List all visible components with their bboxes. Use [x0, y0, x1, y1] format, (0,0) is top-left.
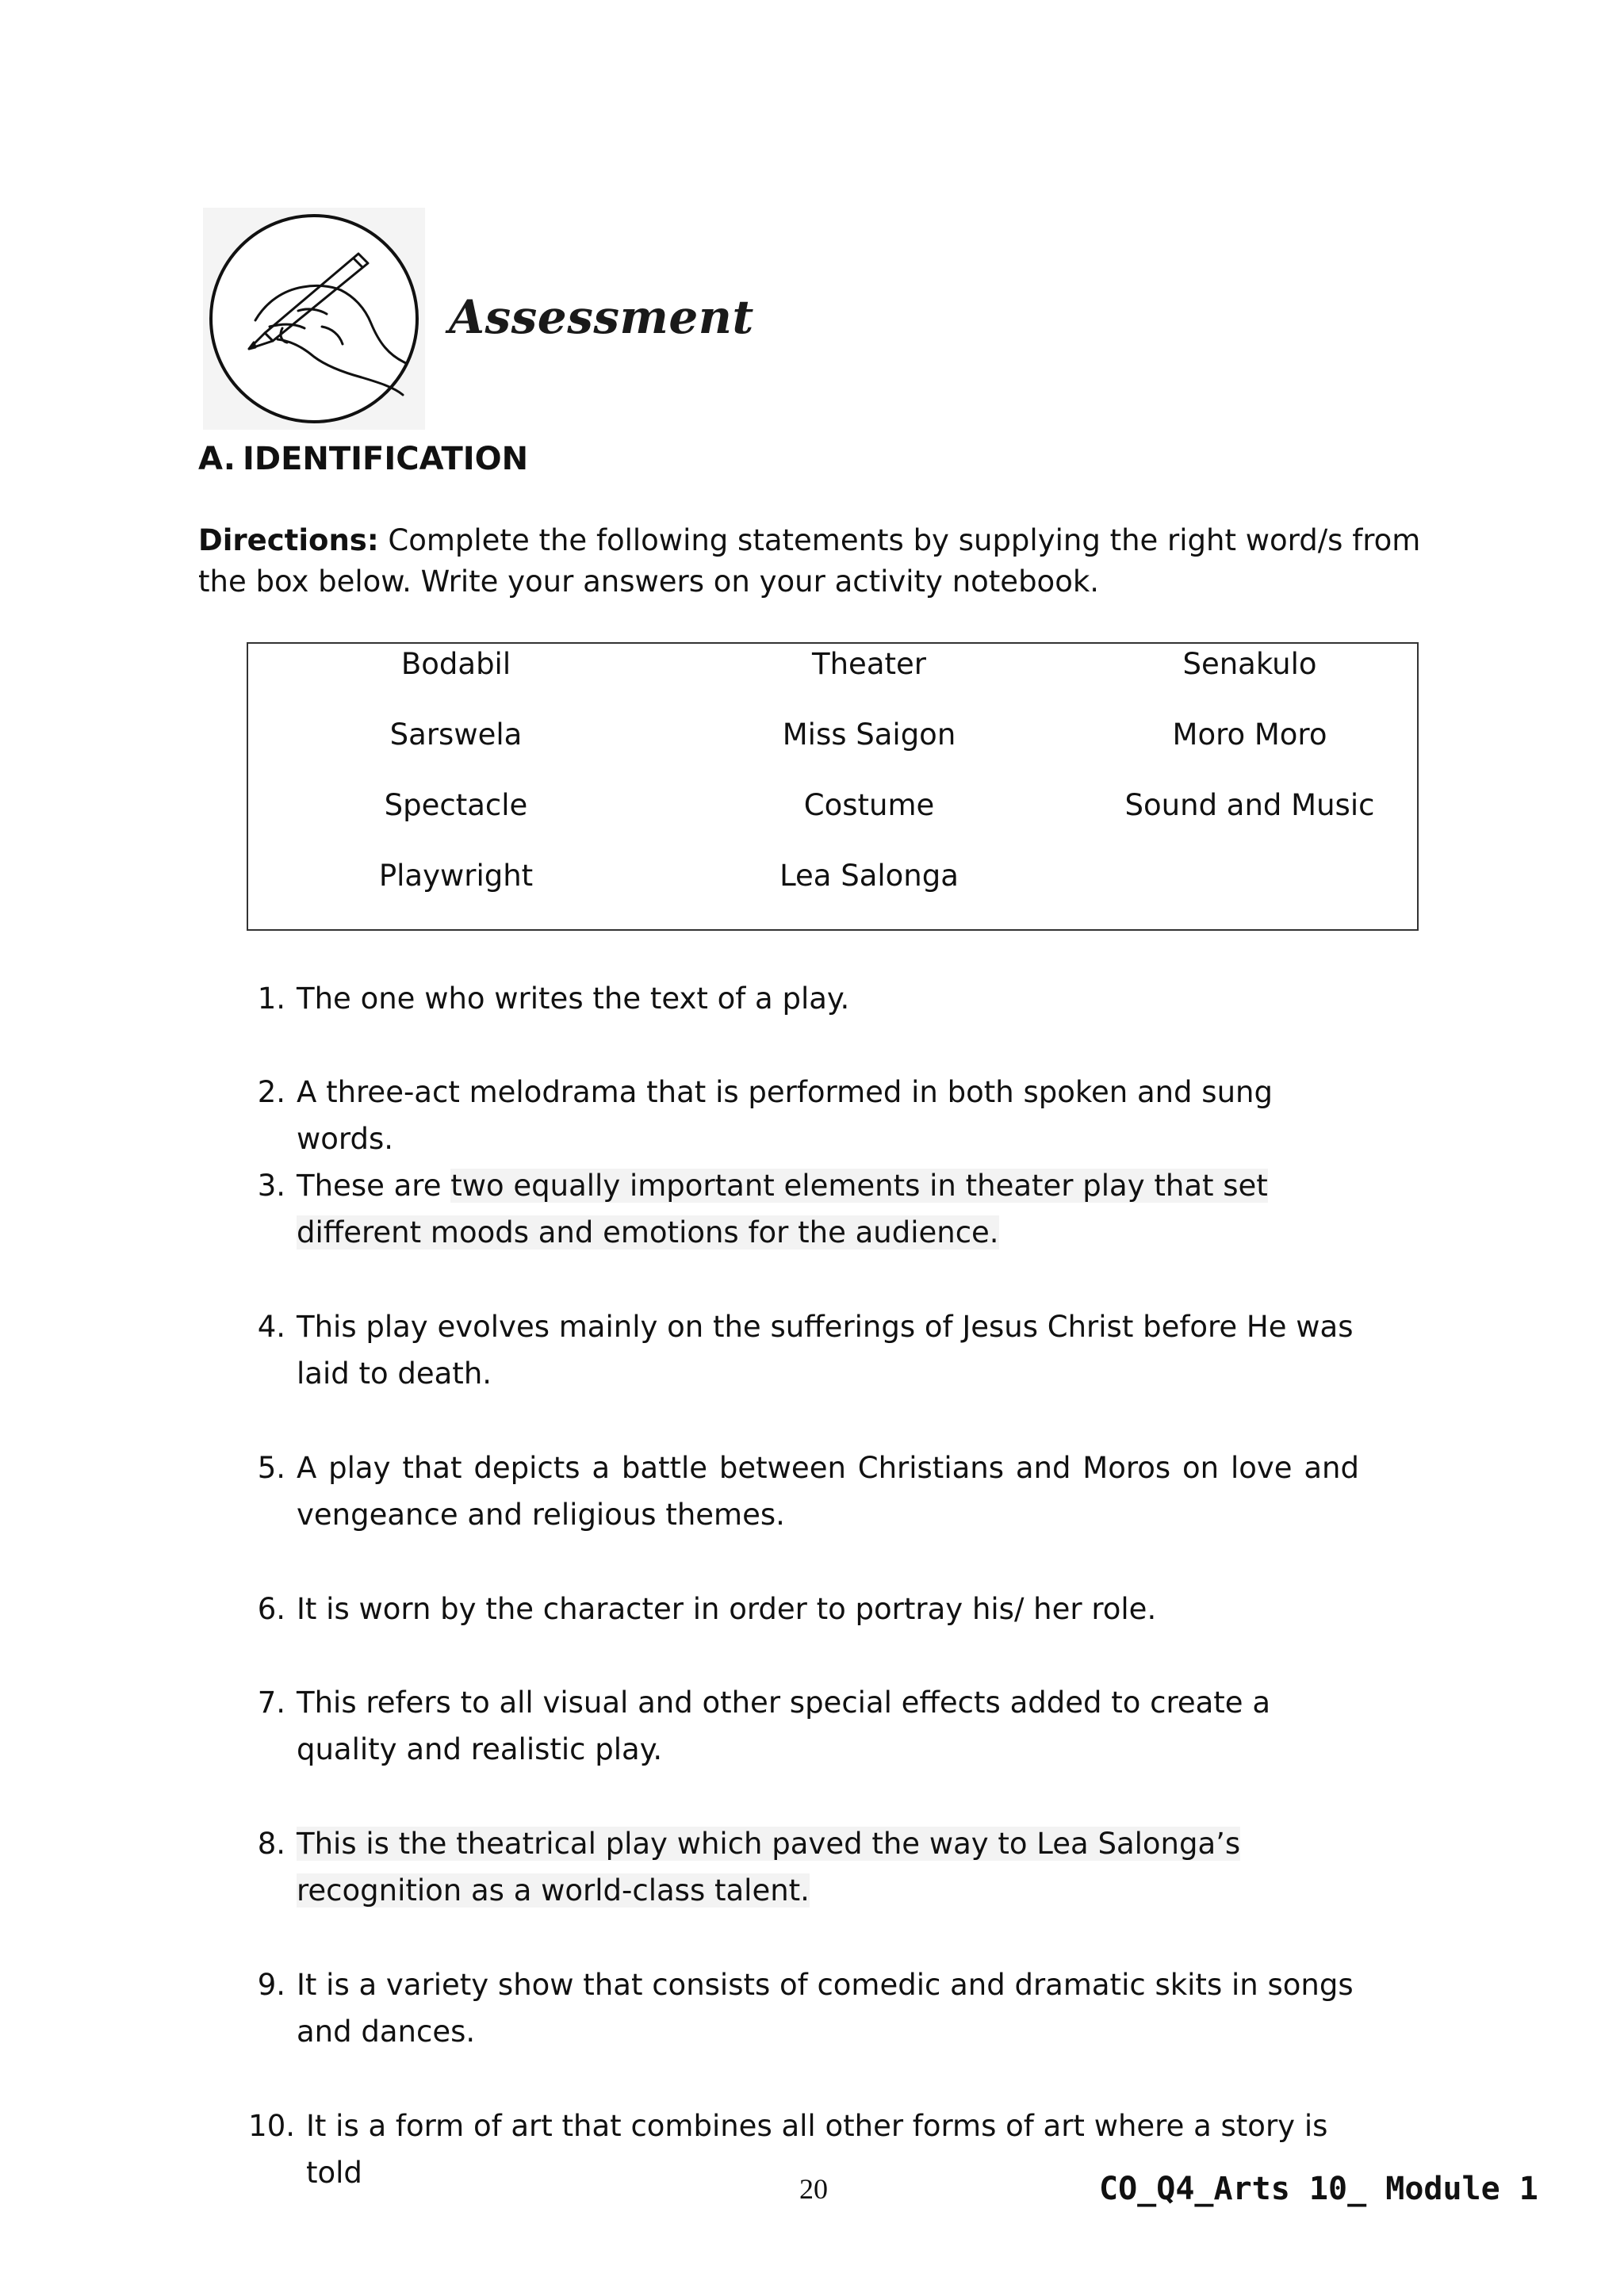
question-text: This refers to all visual and other special effects added to create a quality and realistic play.: [297, 1686, 1271, 1766]
word-bank-box: [247, 642, 1419, 931]
question-number: 3.: [257, 1169, 285, 1203]
question-text: The one who writes the text of a play.: [297, 982, 850, 1016]
word-bank-item: Moro Moro: [1172, 718, 1327, 752]
question-number: 8.: [257, 1827, 285, 1861]
word-bank-item: Playwright: [378, 859, 534, 893]
word-bank-item: Spectacle: [384, 788, 528, 822]
directions-paragraph: [198, 520, 1435, 603]
question-number: 7.: [257, 1686, 285, 1720]
question-text: It is a form of art that combines all other forms of art where a story is told: [306, 2109, 1328, 2190]
word-bank-item: Lea Salonga: [779, 859, 959, 893]
module-code: CO_Q4_Arts 10_ Module 1: [1099, 2171, 1538, 2207]
question-text: A three-act melodrama that is performed in both spoken and sung words.: [297, 1075, 1273, 1156]
page-number: 20: [799, 2173, 828, 2205]
section-heading: [198, 441, 528, 477]
question-text: This play evolves mainly on the sufferings of Jesus Christ before He was laid to death.: [297, 1310, 1354, 1391]
question-number: 9.: [257, 1968, 285, 2002]
section-title: IDENTIFICATION: [243, 441, 529, 477]
word-bank-item: Theater: [812, 647, 926, 681]
highlighted-text: two equally important elements in theater play that set different moods and emotions for the audience.: [297, 1169, 1268, 1249]
word-bank-item: Sound and Music: [1124, 788, 1375, 822]
question-text-part: These are: [297, 1169, 451, 1203]
question-number: 2.: [257, 1075, 285, 1109]
question-text: It is worn by the character in order to portray his/ her role.: [297, 1592, 1157, 1626]
question-text: [297, 1820, 1359, 1914]
directions-text: Complete the following statements by supplying the right word/s from the box below. Write your answers on your activity notebook.: [198, 523, 1421, 599]
section-letter: A.: [198, 441, 236, 477]
question-text: [297, 1162, 1359, 1256]
word-bank-item: Sarswela: [389, 718, 523, 752]
highlighted-text: This is the theatrical play which paved the way to Lea Salonga’s recognition as a world-class talent.: [297, 1827, 1241, 1908]
question-text: It is a variety show that consists of comedic and dramatic skits in songs and dances.: [297, 1968, 1354, 2049]
question-number: 10.: [248, 2109, 295, 2143]
pencil-hand-icon: [203, 208, 425, 430]
word-bank-item: Bodabil: [400, 647, 511, 681]
page-title: Assessment: [449, 290, 754, 344]
directions-label: Directions:: [198, 523, 379, 557]
word-bank-item: Senakulo: [1182, 647, 1317, 681]
question-number: 4.: [257, 1310, 285, 1344]
word-bank-item: Miss Saigon: [782, 718, 956, 752]
question-number: 1.: [257, 982, 285, 1016]
question-number: 6.: [257, 1592, 285, 1626]
question-number: 5.: [257, 1451, 285, 1485]
question-text: A play that depicts a battle between Christians and Moros on love and vengeance and religious themes.: [297, 1451, 1359, 1532]
word-bank-item: Costume: [803, 788, 935, 822]
